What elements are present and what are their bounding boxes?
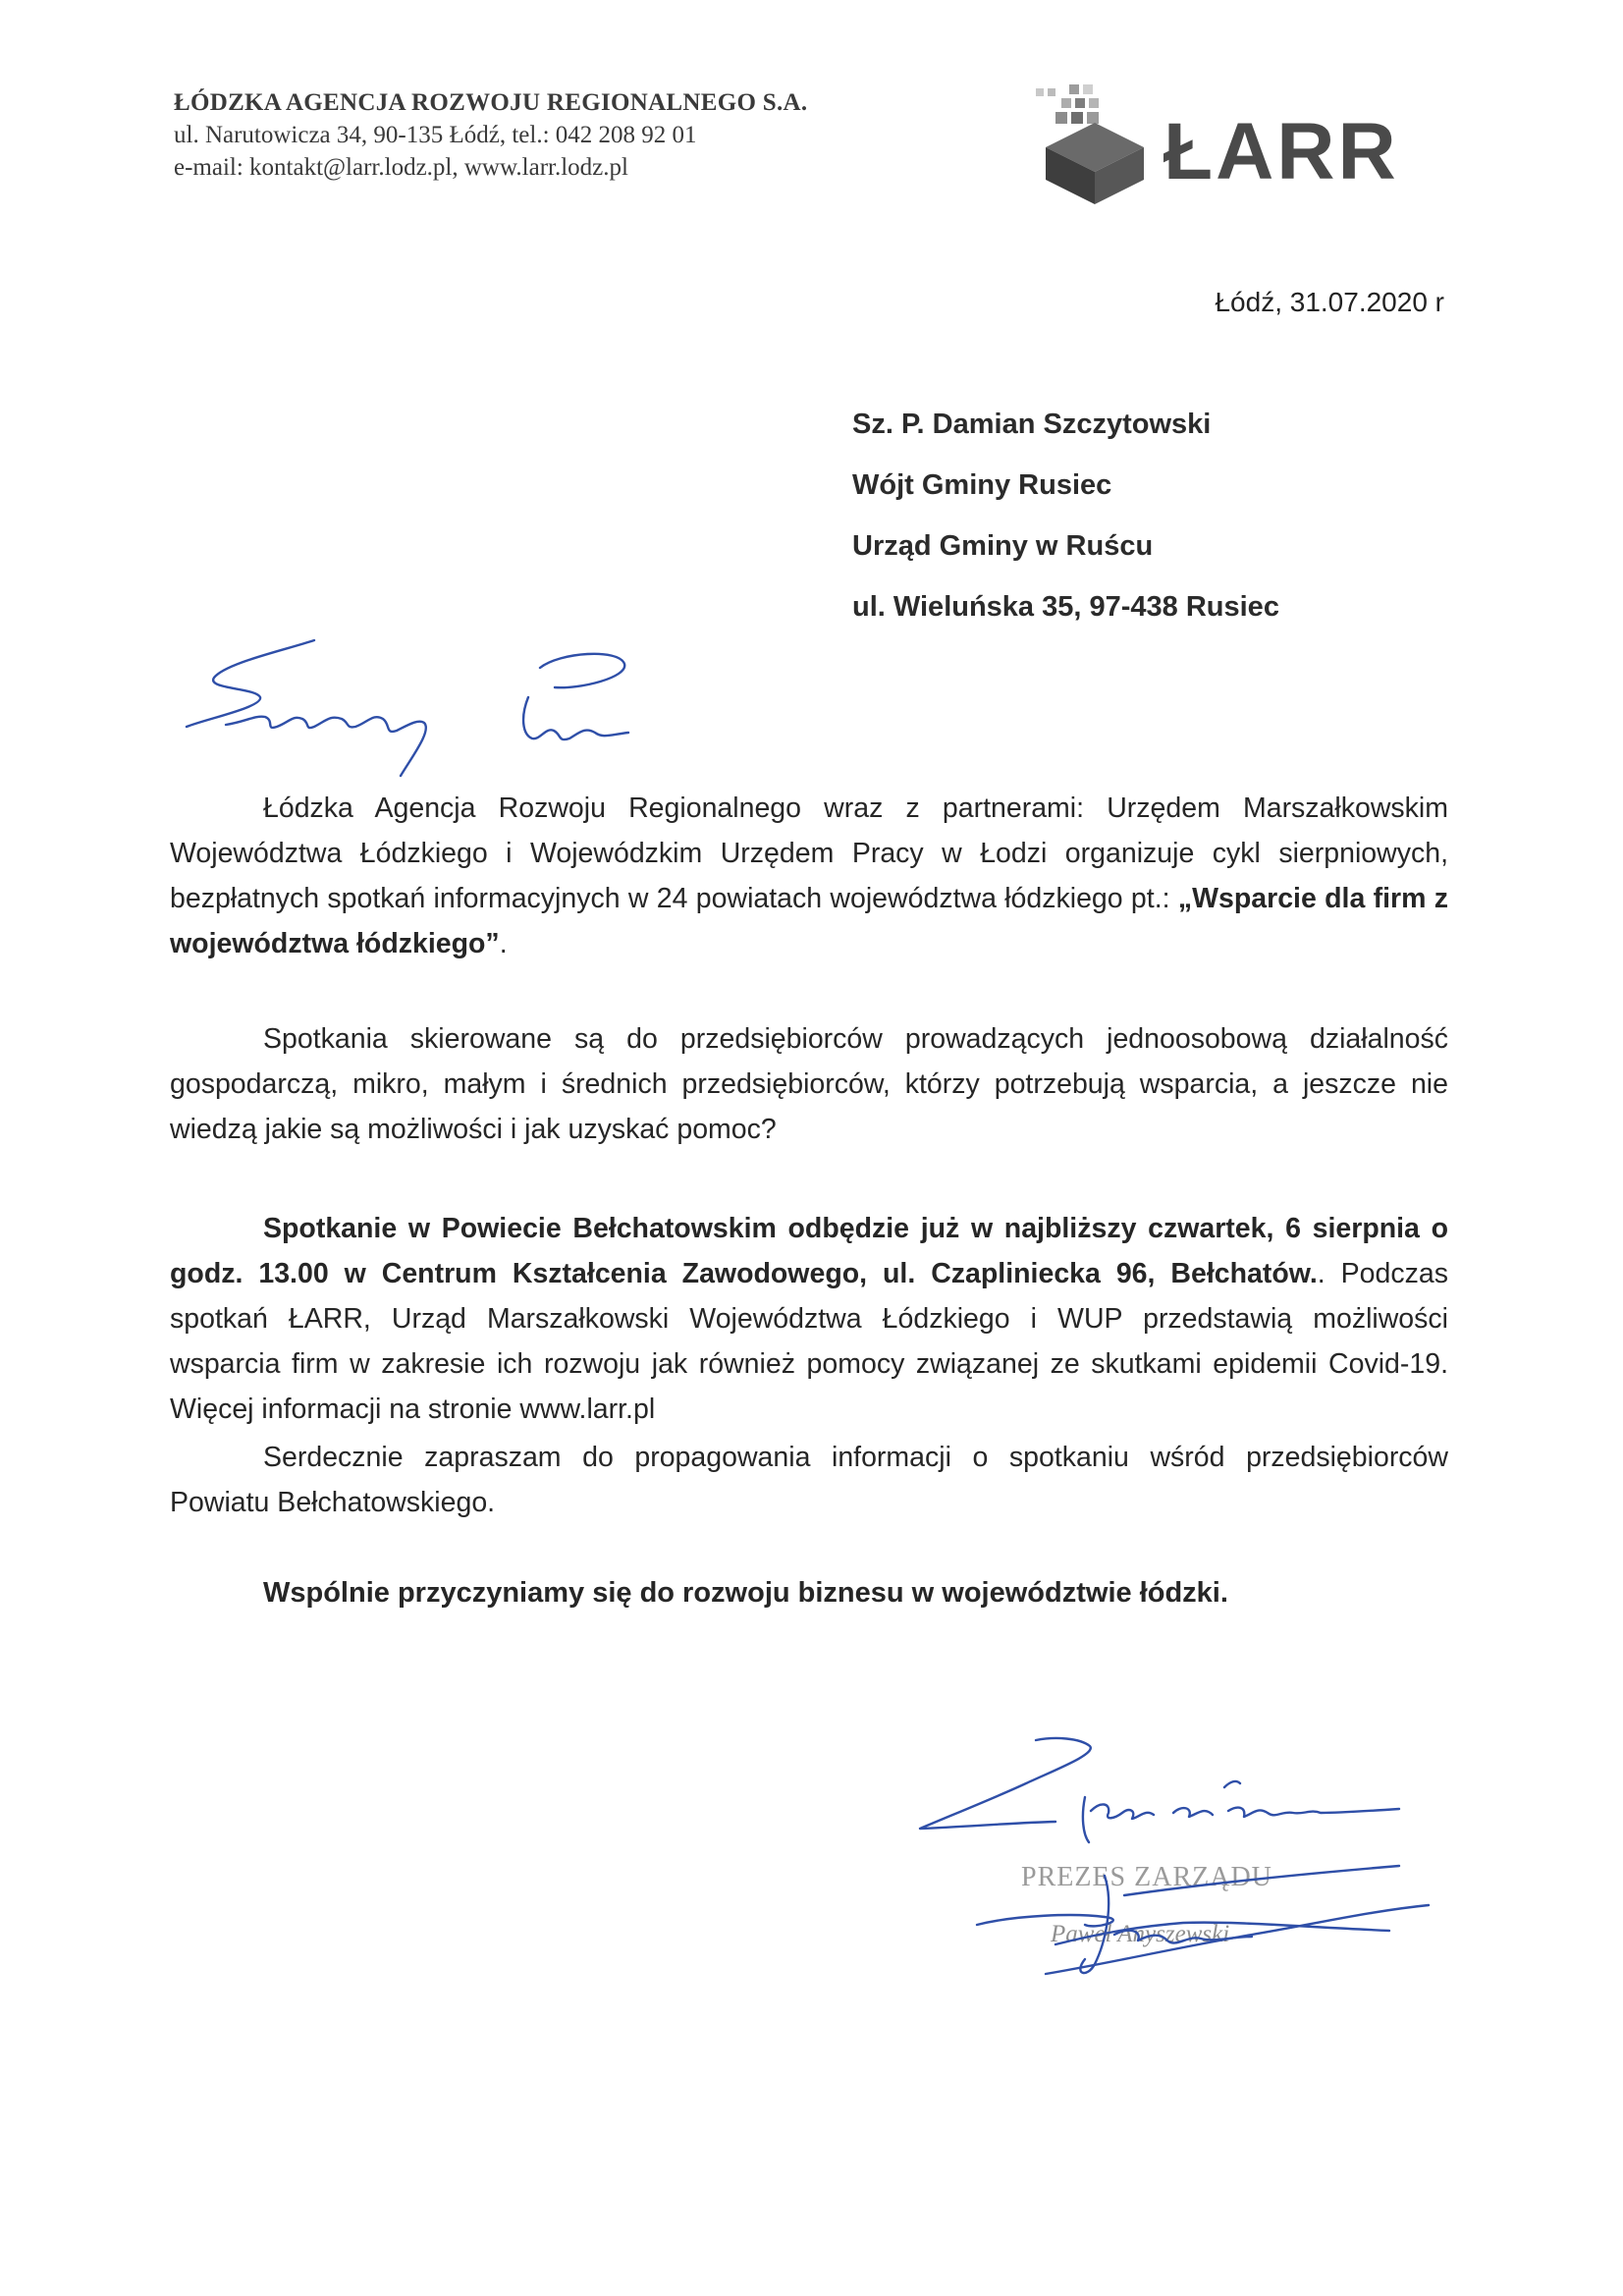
letterhead	[174, 86, 807, 184]
addressee-line: ul. Wieluńska 35, 97-438 Rusiec	[852, 591, 1279, 623]
paragraph-3-text: . Podczas spotkań ŁARR, Urząd Marszałkowski Województwa Łódzkiego i WUP przedstawią możliwości wsparcia firm w zakresie ich rozwoju jak również pomocy związanej ze skutkami epidemii Covid-19. Więcej informacji na stronie www.larr.pl	[170, 1258, 1448, 1425]
president-signature	[957, 1846, 1468, 1994]
paragraph-3	[170, 1206, 1448, 1432]
paragraph-2-text: Spotkania skierowane są do przedsiębiorców prowadzących jednoosobową działalność gospodarczą, mikro, małym i średnich przedsiębiorców, którzy potrzebują wsparcia, a jeszcze nie wiedzą jakie są możliwości i jak uzyskać pomoc?	[170, 1023, 1448, 1145]
letterhead-org-name: ŁÓDZKA AGENCJA ROZWOJU REGIONALNEGO S.A.	[174, 89, 808, 116]
larr-logo-text: ŁARR	[1163, 107, 1399, 196]
letterhead-address: ul. Narutowicza 34, 90-135 Łódź, tel.: 042 208 92 01	[174, 122, 697, 148]
meeting-details: Spotkanie w Powiecie Bełchatowskim odbędzie już w najbliższy czwartek, 6 sierpnia o godz. 13.00 w Centrum Kształcenia Zawodowego, ul. Czapliniecka 96, Bełchatów.	[170, 1213, 1448, 1289]
paragraph-4-text: Serdecznie zapraszam do propagowania informacji o spotkaniu wśród przedsiębiorców Powiatu Bełchatowskiego.	[170, 1442, 1448, 1518]
paragraph-1	[170, 786, 1448, 966]
addressee-line: Wójt Gminy Rusiec	[852, 469, 1112, 501]
paragraph-2	[170, 1016, 1448, 1152]
letterhead-contact: e-mail: kontakt@larr.lodz.pl, www.larr.lodz.pl	[174, 154, 628, 181]
addressee-line: Urząd Gminy w Ruścu	[852, 530, 1154, 562]
paragraph-1-text: Łódzka Agencja Rozwoju Regionalnego wraz z partnerami: Urzędem Marszałkowskim Województwa Łódzkiego i Wojewódzkim Urzędem Pracy w Łodzi organizuje cykl sierpniowych, bezpłatnych spotkań informacyjnych w 24 powiatach województwa łódzkiego pt.:	[170, 793, 1448, 914]
regards-handwriting	[908, 1728, 1458, 1846]
letter-date: Łódź, 31.07.2020 r	[1215, 287, 1444, 317]
paragraph-1-end: .	[499, 928, 508, 959]
addressee-block	[852, 407, 1279, 650]
larr-logo	[1026, 79, 1443, 206]
salutation-handwriting	[167, 629, 717, 795]
stamp-title: PREZES ZARZĄDU	[1021, 1862, 1272, 1892]
addressee-line: Sz. P. Damian Szczytowski	[852, 409, 1212, 440]
larr-cube-icon	[1026, 79, 1163, 206]
stamp-name: Paweł Anyszewski	[1051, 1921, 1230, 1947]
paragraph-4	[170, 1435, 1448, 1525]
closing-line: Wspólnie przyczyniamy się do rozwoju biznesu w województwie łódzki.	[263, 1577, 1228, 1609]
event-title: „Wsparcie dla firm z województwa łódzkiego”	[170, 883, 1448, 959]
